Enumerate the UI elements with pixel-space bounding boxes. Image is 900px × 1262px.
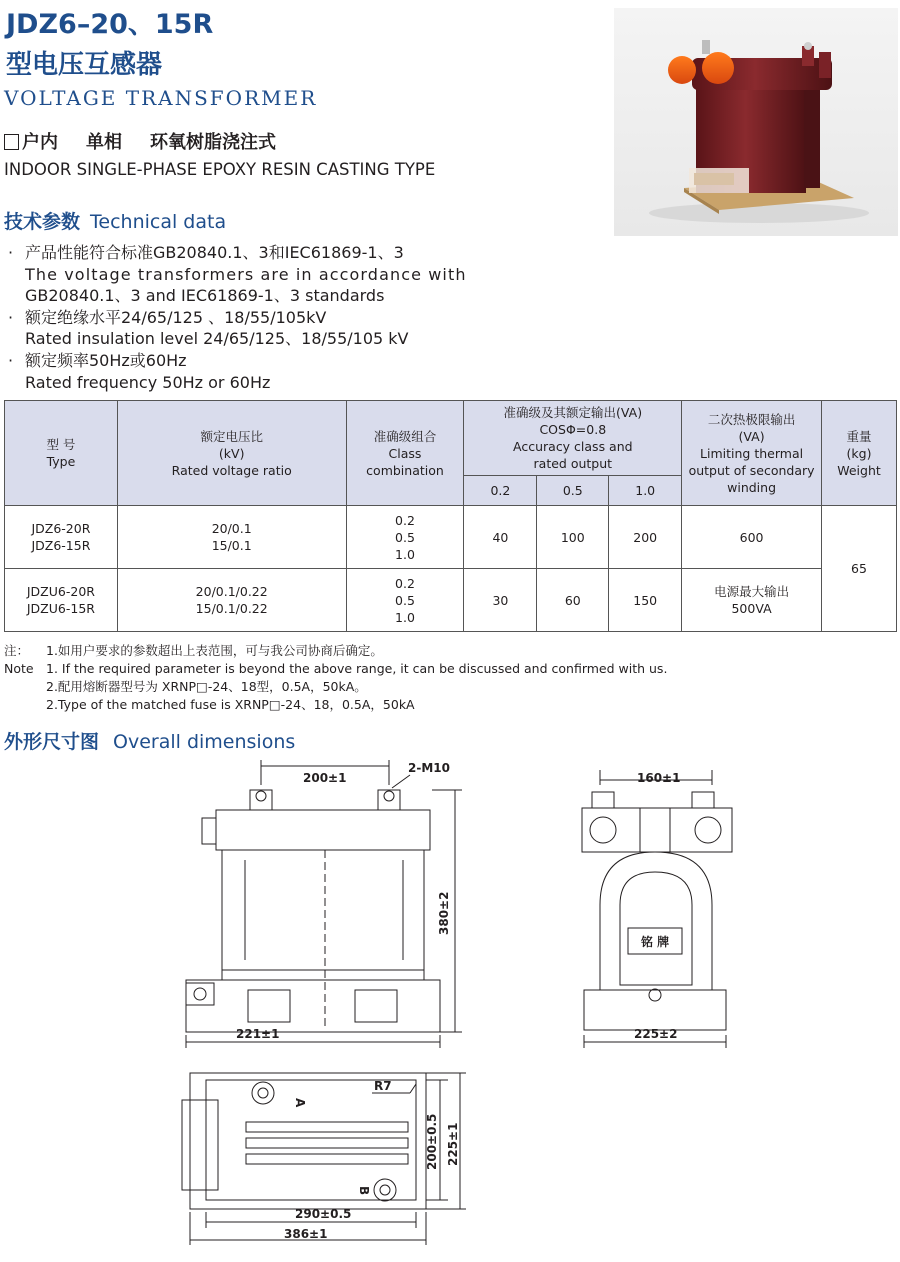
note-1-cn: 注： 1.如用户要求的参数超出上表范围，可与我公司协商后确定。 bbox=[4, 643, 383, 658]
cell-thermal: 电源最大输出 500VA bbox=[682, 569, 822, 632]
cell-out-05: 60 bbox=[537, 569, 609, 632]
header-ratio: 额定电压比 (kV) Rated voltage ratio bbox=[117, 401, 346, 506]
cell-out-10: 200 bbox=[609, 506, 682, 569]
header-type: 型 号 Type bbox=[5, 401, 118, 506]
cell-thermal: 600 bbox=[682, 506, 822, 569]
plan-inner-length-dim: 290±0.5 bbox=[295, 1207, 352, 1221]
subtitle-en: INDOOR SINGLE-PHASE EPOXY RESIN CASTING TYPE bbox=[4, 160, 436, 179]
product-name-en: VOLTAGE TRANSFORMER bbox=[4, 86, 318, 110]
nameplate-label: 铭 牌 bbox=[641, 935, 670, 949]
cell-out-05: 100 bbox=[537, 506, 609, 569]
spec-line: GB20840.1、3 and IEC61869-1、3 standards bbox=[25, 286, 385, 306]
cell-class: 0.2 0.5 1.0 bbox=[346, 506, 464, 569]
cell-out-02: 30 bbox=[464, 569, 537, 632]
product-model-title: JDZ6–20、15R bbox=[6, 9, 214, 40]
plan-terminal-b: B bbox=[357, 1186, 371, 1196]
side-top-dim: 160±1 bbox=[637, 771, 681, 785]
note-1-en: Note 1. If the required parameter is beyond the above range, it can be discussed and confirmed with us. bbox=[4, 661, 668, 676]
side-view-drawing bbox=[582, 770, 732, 1048]
note-2-cn: 2.配用熔断器型号为 XRNP□-24、18型，0.5A，50kA。 bbox=[46, 679, 367, 694]
front-view-drawing bbox=[186, 760, 462, 1048]
header-class-10: 1.0 bbox=[609, 476, 682, 506]
spec-line: Rated insulation level 24/65/125、18/55/105 kV bbox=[25, 329, 409, 349]
cell-ratio: 20/0.1/0.22 15/0.1/0.22 bbox=[117, 569, 346, 632]
front-height-dim: 380±2 bbox=[437, 891, 451, 935]
spec-line: · 产品性能符合标准GB20840.1、3和IEC61869-1、3 bbox=[8, 243, 404, 262]
cell-type: JDZ6-20R JDZ6-15R bbox=[5, 506, 118, 569]
side-base-dim: 225±2 bbox=[634, 1027, 678, 1041]
note-2-en: 2.Type of the matched fuse is XRNP□-24、18，0.5A，50kA bbox=[46, 697, 415, 712]
front-bolt-label: 2-M10 bbox=[408, 761, 450, 775]
plan-outer-length-dim: 386±1 bbox=[284, 1227, 328, 1241]
cell-class: 0.2 0.5 1.0 bbox=[346, 569, 464, 632]
front-top-dim: 200±1 bbox=[303, 771, 347, 785]
plan-radius-label: R7 bbox=[374, 1079, 392, 1093]
cell-ratio: 20/0.1 15/0.1 bbox=[117, 506, 346, 569]
header-class-02: 0.2 bbox=[464, 476, 537, 506]
spec-line: · 额定绝缘水平24/65/125 、18/55/105kV bbox=[8, 307, 327, 327]
header-accuracy: 准确级及其额定输出(VA) COSΦ=0.8 Accuracy class and rated output bbox=[464, 401, 682, 476]
subtitle-cn: 户内 单相 环氧树脂浇注式 bbox=[4, 128, 276, 154]
cell-out-10: 150 bbox=[609, 569, 682, 632]
header-thermal: 二次热极限输出 (VA) Limiting thermal output of secondary winding bbox=[682, 401, 822, 506]
spec-line: · 额定频率50Hz或60Hz bbox=[8, 350, 187, 370]
header-weight: 重量 (kg) Weight bbox=[822, 401, 897, 506]
product-name-cn: 型电压互感器 bbox=[6, 50, 163, 80]
cell-weight: 65 bbox=[822, 506, 897, 632]
spec-line: Rated frequency 50Hz or 60Hz bbox=[25, 372, 271, 392]
overall-dimensions-heading: 外形尺寸图 Overall dimensions bbox=[4, 731, 296, 753]
technical-data-heading: 技术参数 Technical data bbox=[4, 211, 227, 233]
plan-outer-width-dim: 225±1 bbox=[446, 1122, 460, 1166]
plan-inner-width-dim: 200±0.5 bbox=[425, 1113, 439, 1170]
cell-out-02: 40 bbox=[464, 506, 537, 569]
header-class-05: 0.5 bbox=[537, 476, 609, 506]
header-class: 准确级组合 Class combination bbox=[346, 401, 464, 506]
plan-terminal-a: A bbox=[293, 1098, 307, 1108]
cell-type: JDZU6-20R JDZU6-15R bbox=[5, 569, 118, 632]
spec-line: The voltage transformers are in accordance with bbox=[25, 264, 467, 284]
front-base-dim: 221±1 bbox=[236, 1027, 280, 1041]
